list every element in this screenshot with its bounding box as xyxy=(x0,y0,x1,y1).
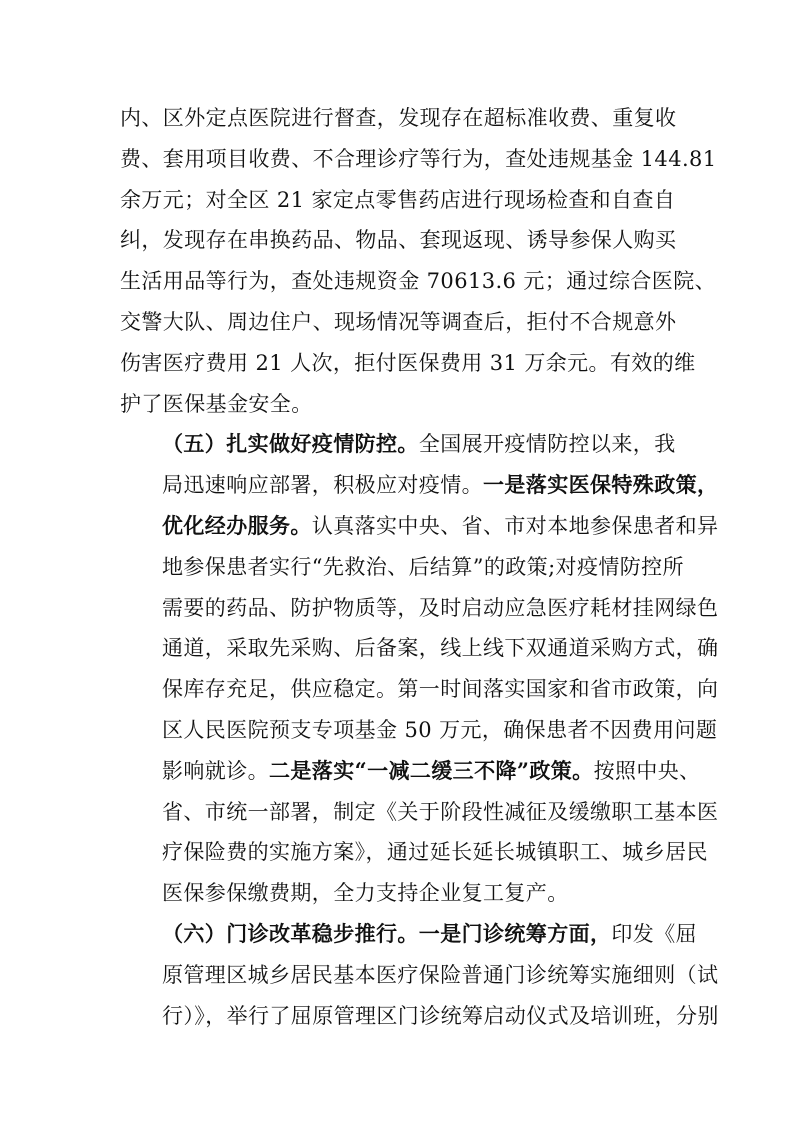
document-body xyxy=(120,98,719,1036)
body-text-run: 原管理区城乡居民基本医疗保险普通门诊统筹实施细则（试 xyxy=(162,962,719,987)
bold-heading-text: （六）门诊改革稳步推行。一是门诊统筹方面， xyxy=(162,920,612,946)
paragraph xyxy=(120,914,719,1036)
text-line xyxy=(120,996,719,1037)
body-text-run: 印发《屈 xyxy=(611,921,698,946)
bold-heading-text: 优化经办服务。 xyxy=(162,512,312,538)
bold-heading-text: 二是落实“一减二缓三不降”政策。 xyxy=(269,757,594,783)
text-line xyxy=(120,506,719,547)
bold-heading-text: （五）扎实做好疫情防控。 xyxy=(162,431,419,457)
body-text-run: 护了医保基金安全。 xyxy=(120,391,313,416)
text-line xyxy=(120,547,684,588)
body-text-run: 费、套用项目收费、不合理诊疗等行为，查处违规基金 144.81 xyxy=(120,146,717,171)
text-line xyxy=(120,955,719,996)
text-line xyxy=(120,873,680,914)
body-text-run: 认真落实中央、省、市对本地参保患者和异 xyxy=(311,513,719,538)
text-line xyxy=(120,424,680,465)
body-text-run: 内、区外定点医院进行督查，发现存在超标准收费、重复收 xyxy=(120,106,677,130)
text-line xyxy=(120,465,719,506)
text-line xyxy=(120,302,680,343)
body-text-run: 按照中央、 xyxy=(593,758,701,783)
body-text-run: 地参保患者实行“先救治、后结算”的政策;对疫情防控所 xyxy=(162,554,684,579)
text-line xyxy=(120,710,718,751)
text-line xyxy=(120,343,696,384)
body-text-run: 行）》，举行了屈原管理区门诊统筹启动仪式及培训班，分别 xyxy=(162,1003,719,1028)
text-line xyxy=(120,220,680,261)
body-text-run: 余万元；对全区 21 家定点零售药店进行现场检查和自查自 xyxy=(120,187,676,212)
paragraph xyxy=(120,424,719,914)
body-text-run: 疗保险费的实施方案》，通过延长延长城镇职工、城乡居民 xyxy=(162,840,708,865)
body-text-run: 医保参保缴费期，全力支持企业复工复产。 xyxy=(162,881,569,906)
text-line xyxy=(120,384,680,425)
body-text-run: 保库存充足，供应稳定。第一时间落实国家和省市政策，向 xyxy=(162,677,719,702)
text-line xyxy=(120,832,708,873)
body-text-run: 伤害医疗费用 21 人次，拒付医保费用 31 万余元。有效的维 xyxy=(120,350,696,375)
body-text-run: 全国展开疫情防控以来，我 xyxy=(418,432,676,457)
body-text-run: 省、市统一部署，制定《关于阶段性减征及缓缴职工基本医 xyxy=(162,799,719,824)
body-text-run: 区人民医院预支专项基金 50 万元，确保患者不因费用问题 xyxy=(162,717,718,742)
text-line xyxy=(120,914,698,955)
text-line xyxy=(120,751,701,792)
body-text-run: 局迅速响应部署，积极应对疫情。 xyxy=(162,473,483,498)
text-line xyxy=(120,792,719,833)
body-text-run: 影响就诊。 xyxy=(162,758,269,783)
body-text-run: 需要的药品、防护物质等，及时启动应急医疗耗材挂网绿色 xyxy=(162,595,719,620)
body-text-run: 交警大队、周边住户、现场情况等调查后，拒付不合规意外 xyxy=(120,309,677,334)
text-line xyxy=(120,628,719,669)
body-text-run: 生活用品等行为，查处违规资金 70613.6 元；通过综合医院、 xyxy=(120,269,716,294)
text-line xyxy=(120,261,716,302)
bold-heading-text: 一是落实医保特殊政策， xyxy=(483,472,719,498)
text-line xyxy=(120,180,680,221)
text-line xyxy=(120,98,680,139)
text-line xyxy=(120,139,717,180)
paragraph xyxy=(120,98,717,424)
body-text-run: 纠，发现存在串换药品、物品、套现返现、诱导参保人购买 xyxy=(120,228,677,253)
text-line xyxy=(120,669,719,710)
body-text-run: 通道，采取先采购、后备案，线上线下双通道采购方式，确 xyxy=(162,636,719,661)
text-line xyxy=(120,588,719,629)
